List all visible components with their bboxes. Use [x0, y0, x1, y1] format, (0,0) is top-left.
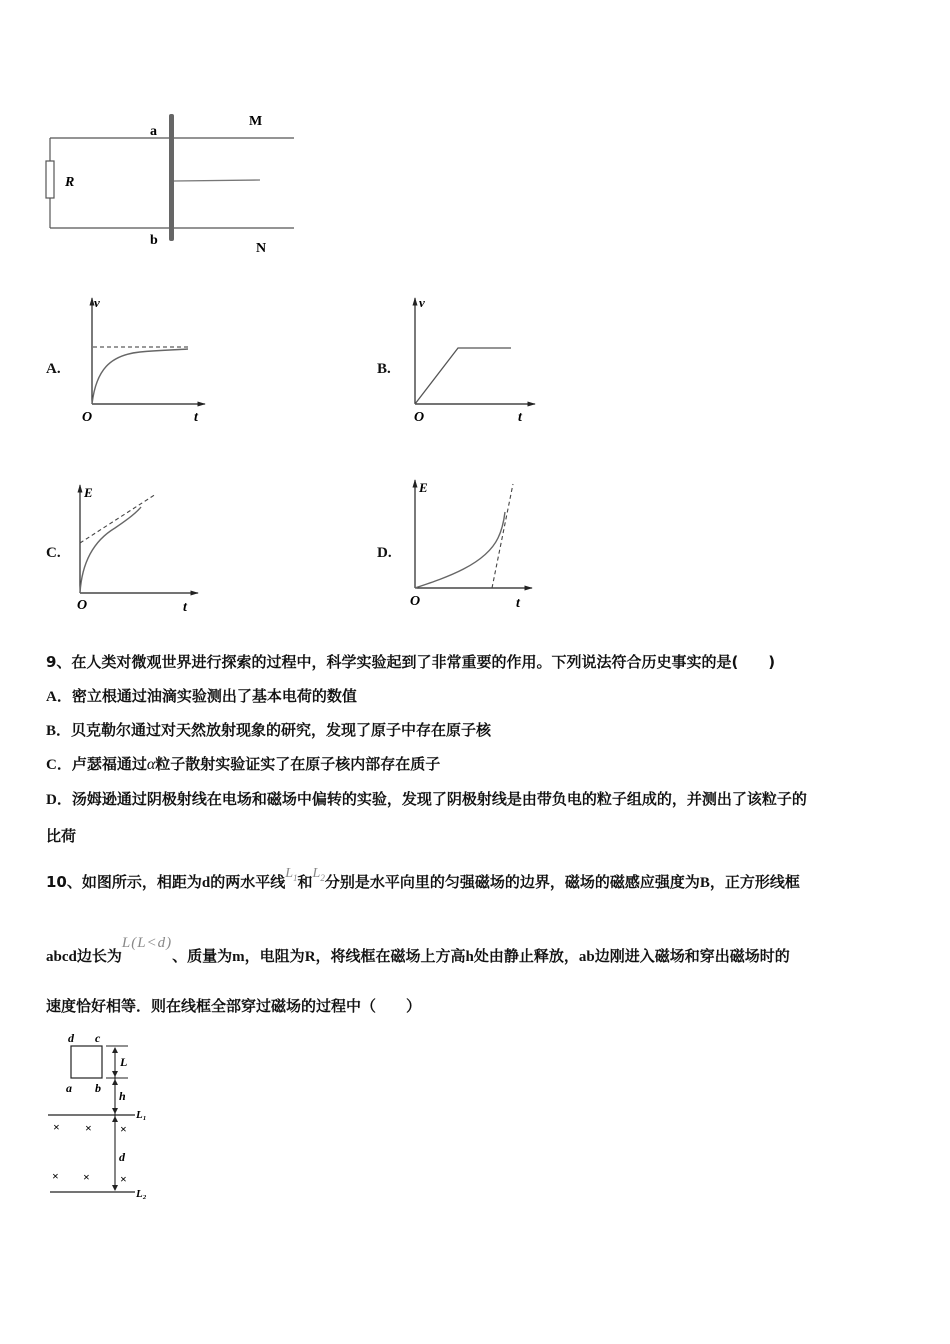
option-b-graph	[405, 290, 540, 425]
axis-label-t: t	[516, 596, 520, 611]
axis-label-t: t	[183, 600, 187, 613]
corner-c: c	[95, 1031, 101, 1045]
label-h: h	[119, 1089, 126, 1103]
option-letter: C．	[46, 757, 72, 773]
option-c-label[interactable]: C.	[46, 545, 61, 561]
text: 边刚进入磁场和穿出磁场时的	[594, 947, 790, 965]
text: 和	[297, 873, 313, 891]
text: 分别是水平向里的匀强磁场的边界，磁场的磁感应强度为	[324, 873, 700, 891]
q9-option-b[interactable]	[46, 720, 491, 741]
svg-text:×: ×	[120, 1172, 127, 1186]
option-letter: B．	[46, 723, 72, 739]
corner-d: d	[68, 1031, 74, 1045]
axis-label-t: t	[194, 410, 198, 425]
axis-label-E: E	[419, 480, 428, 495]
q9-option-d-cont: 比荷	[46, 827, 77, 845]
option-a-graph	[75, 290, 210, 425]
label-L: L	[120, 1055, 128, 1069]
axis-label-E: E	[84, 485, 93, 500]
option-letter: A．	[46, 689, 72, 705]
math-L1: $L_1$	[285, 866, 298, 883]
option-text: 密立根通过油滴实验测出了基本电荷的数值	[71, 687, 357, 705]
origin-label: O	[77, 598, 88, 613]
origin-label: O	[410, 594, 421, 609]
axis-label-v: v	[419, 295, 425, 310]
label-R: R	[65, 175, 75, 190]
math-L-less-d: L(L<d)	[121, 935, 173, 951]
option-d-graph	[405, 478, 540, 613]
label-N: N	[256, 241, 267, 256]
var-d: d	[201, 875, 211, 891]
q10-stem-line1	[46, 866, 800, 898]
text: 的两水平线	[210, 873, 286, 891]
label-b: b	[150, 233, 158, 248]
origin-label: O	[414, 410, 425, 425]
math-L2: $L_2$	[312, 866, 325, 883]
label-L2: L₂	[136, 1188, 147, 1200]
var-R: R	[304, 949, 316, 965]
axis-label-t: t	[518, 410, 522, 425]
corner-a: a	[66, 1081, 72, 1095]
wire-frame-square	[71, 1046, 102, 1078]
text: ，将线框在磁场上方高	[315, 947, 466, 965]
resistor-icon	[46, 161, 54, 198]
option-a-label[interactable]: A.	[46, 361, 61, 377]
svg-text:×: ×	[83, 1170, 90, 1184]
option-text: 贝克勒尔通过对天然放射现象的研究，发现了原子中存在原子核	[71, 721, 492, 739]
var-ab: ab	[578, 949, 595, 965]
var-m: m	[232, 949, 245, 965]
option-d-label[interactable]: D.	[377, 545, 392, 561]
text: 处由静止释放，	[473, 947, 579, 965]
q9-stem: 9、在人类对微观世界进行探索的过程中，科学实验起到了非常重要的作用。下列说法符合历史事实的是( )	[46, 653, 776, 671]
field-into-page-marks	[52, 1120, 127, 1186]
option-letter: D．	[46, 792, 72, 808]
alpha-symbol: α	[146, 756, 156, 773]
text: ，电阻为	[244, 947, 305, 965]
var-abcd: abcd	[46, 949, 77, 965]
option-text: 汤姆逊通过阴极射线在电场和磁场中偏转的实验，发现了阴极射线是由带负电的粒子组成的，并测出了该粒子的	[71, 790, 807, 808]
q9-option-c[interactable]	[46, 754, 440, 775]
q10-stem-line2	[46, 935, 790, 967]
q9-option-d[interactable]	[46, 789, 807, 810]
var-B: B	[699, 875, 710, 891]
q10-stem-line3: 速度恰好相等．则在线框全部穿过磁场的过程中（ ）	[46, 997, 422, 1015]
text: 、质量为	[172, 947, 233, 965]
svg-text:×: ×	[120, 1122, 127, 1136]
svg-text:×: ×	[85, 1121, 92, 1135]
svg-text:×: ×	[53, 1120, 60, 1134]
option-text: 粒子散射实验证实了在原子核内部存在质子	[155, 755, 441, 773]
origin-label: O	[82, 410, 93, 425]
label-a: a	[150, 124, 157, 139]
circuit-figure	[40, 105, 310, 260]
text: 10、如图所示，相距为	[46, 873, 202, 891]
option-c-graph	[70, 478, 210, 613]
text: 边长为	[76, 947, 122, 965]
q9-option-a[interactable]	[46, 686, 357, 707]
conducting-rod	[169, 114, 174, 241]
var-h: h	[465, 949, 474, 965]
option-b-label[interactable]: B.	[377, 361, 391, 377]
text: ，正方形线框	[709, 873, 800, 891]
corner-b: b	[95, 1081, 101, 1095]
label-d: d	[119, 1150, 125, 1164]
label-M: M	[249, 114, 263, 129]
axis-label-v: v	[94, 295, 100, 310]
svg-text:×: ×	[52, 1169, 59, 1183]
option-text: 卢瑟福通过	[71, 755, 147, 773]
magnetic-field-figure	[40, 1025, 170, 1210]
label-L1: L₁	[136, 1109, 147, 1121]
